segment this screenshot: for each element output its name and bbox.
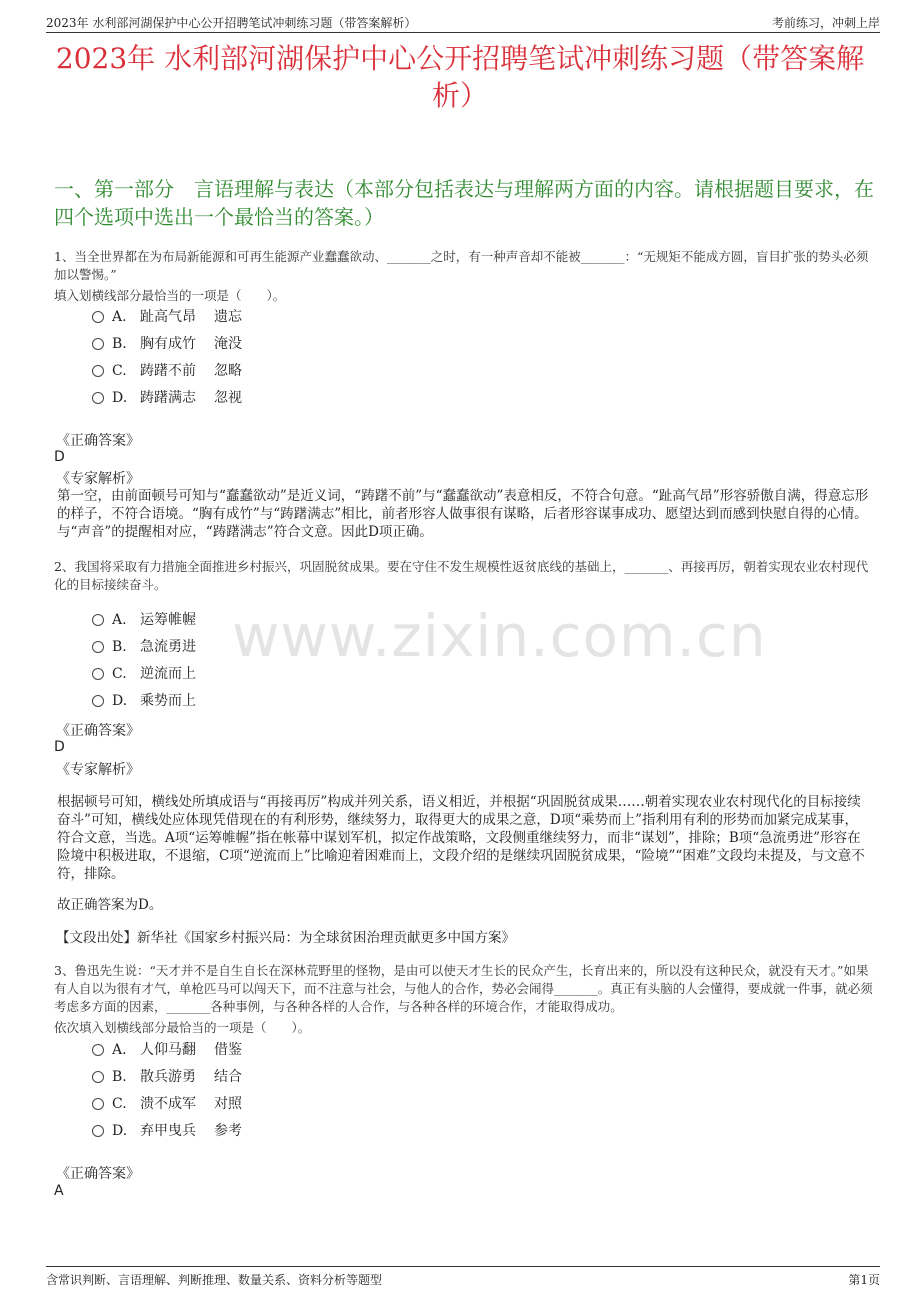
question-2-source: 【文段出处】新华社《国家乡村振兴局：为全球贫困治理贡献更多中国方案》 [56,930,515,946]
question-1-stem: 1、当全世界都在为布局新能源和可再生能源产业蠢蠢欲动、_______之时，有一种声音却不能被_______：“无规矩不能成方圆，盲目扩张的势头必须加以警惕。” [54,249,869,282]
page-header [46,12,880,33]
q1-option-b[interactable]: B. 胸有成竹 淹没 [92,334,242,354]
radio-icon[interactable] [92,1044,104,1056]
q2-option-d[interactable]: D. 乘势而上 [92,691,196,711]
page-title: 2023年 水利部河湖保护中心公开招聘笔试冲刺练习题（带答案解析） [55,42,865,112]
q2-option-c[interactable]: C. 逆流而上 [92,664,196,684]
question-3-prompt: 依次填入划横线部分最恰当的一项是（ ）。 [54,1020,311,1035]
q1-option-a[interactable]: A. 趾高气昂 遗忘 [92,307,242,327]
header-slogan: 考前练习，冲刺上岸 [771,16,880,30]
q3-option-d[interactable]: D. 弃甲曳兵 参考 [92,1121,242,1141]
question-1-prompt: 填入划横线部分最恰当的一项是（ ）。 [54,288,286,303]
radio-icon[interactable] [92,1071,104,1083]
correct-answer-label: 《正确答案》 [56,433,140,449]
question-3-stem: 3、鲁迅先生说：“天才并不是自生自长在深林荒野里的怪物，是由可以使天才生长的民众产生，长育出来的，所以没有这种民众，就没有天才。”如果有人自以为很有才气，单枪匹马可以闯天下，而不注意与社会，与他人的合作，势必会闹得_______。真正有头脑的人会懂得，要成就一件事，就必须考虑多方面的因素，_______各种事例，与各种各样的人合作，与各种各样的环境合作，才能取得成功。 [54,963,873,1014]
header-doc-title: 2023年 水利部河湖保护中心公开招聘笔试冲刺练习题（带答案解析） [46,16,417,30]
radio-icon[interactable] [92,695,104,707]
question-2-analysis: 根据顿号可知，横线处所填成语与“再接再厉”构成并列关系，语义相近，并根据“巩固脱贫成果……朝着实现农业农村现代化的目标接续奋斗”可知，横线处应体现凭借现在的有利形势，继续努力，取得更大的成果之意，D项“乘势而上”指利用有利的形势而加紧完成某事，符合文意，当选。A项“运筹帷幄”指在帐幕中谋划军机，拟定作战策略，文段侧重继续努力，而非“谋划”，排除；B项“急流勇进”形容在险境中积极进取，不退缩，C项“逆流而上”比喻迎着困难而上，文段介绍的是继续巩固脱贫成果，“险境”“困难”文段均未提及，与文意不符，排除。 [57,794,865,882]
q2-option-a[interactable]: A. 运筹帷幄 [92,610,196,630]
question-2-stem: 2、我国将采取有力措施全面推进乡村振兴，巩固脱贫成果。要在守住不发生规模性返贫底线的基础上，_______、再接再厉，朝着实现农业农村现代化的目标接续奋斗。 [54,559,869,592]
page-number: 第1页 [848,1273,880,1287]
question-2-conclusion: 故正确答案为D。 [57,897,163,913]
page-footer [46,1266,880,1289]
radio-icon[interactable] [92,365,104,377]
radio-icon[interactable] [92,668,104,680]
expert-analysis-label: 《专家解析》 [56,471,140,487]
section-heading: 一、第一部分 言语理解与表达（本部分包括表达与理解两方面的内容。请根据题目要求，在四个选项中选出一个最恰当的答案。） [54,177,874,229]
radio-icon[interactable] [92,614,104,626]
footer-topics: 含常识判断、言语理解、判断推理、数量关系、资料分析等题型 [46,1273,383,1287]
radio-icon[interactable] [92,392,104,404]
expert-analysis-label: 《专家解析》 [56,762,140,778]
q3-option-b[interactable]: B. 散兵游勇 结合 [92,1067,242,1087]
question-2-answer: D [54,739,65,755]
watermark: www.zixin.com.cn [232,602,767,670]
q2-option-b[interactable]: B. 急流勇进 [92,637,196,657]
correct-answer-label: 《正确答案》 [56,1166,140,1182]
radio-icon[interactable] [92,641,104,653]
question-3-answer: A [54,1183,64,1199]
correct-answer-label: 《正确答案》 [56,723,140,739]
radio-icon[interactable] [92,1125,104,1137]
q1-option-c[interactable]: C. 踌躇不前 忽略 [92,361,242,381]
q3-option-a[interactable]: A. 人仰马翻 借鉴 [92,1040,242,1060]
q3-option-c[interactable]: C. 溃不成军 对照 [92,1094,242,1114]
radio-icon[interactable] [92,1098,104,1110]
radio-icon[interactable] [92,338,104,350]
question-1-analysis: 第一空，由前面顿号可知与“蠢蠢欲动”是近义词，“踌躇不前”与“蠢蠢欲动”表意相反，不符合句意。“趾高气昂”形容骄傲自满，得意忘形的样子，不符合语境。“胸有成竹”与“踌躇满志”相比，前者形容人做事很有谋略，后者形容谋事成功、愿望达到而感到快慰自得的心情。与“声音”的提醒相对应，“踌躇满志”符合文意。因此D项正确。 [57,488,869,540]
radio-icon[interactable] [92,311,104,323]
question-1-answer: D [54,449,65,465]
q1-option-d[interactable]: D. 踌躇满志 忽视 [92,388,242,408]
